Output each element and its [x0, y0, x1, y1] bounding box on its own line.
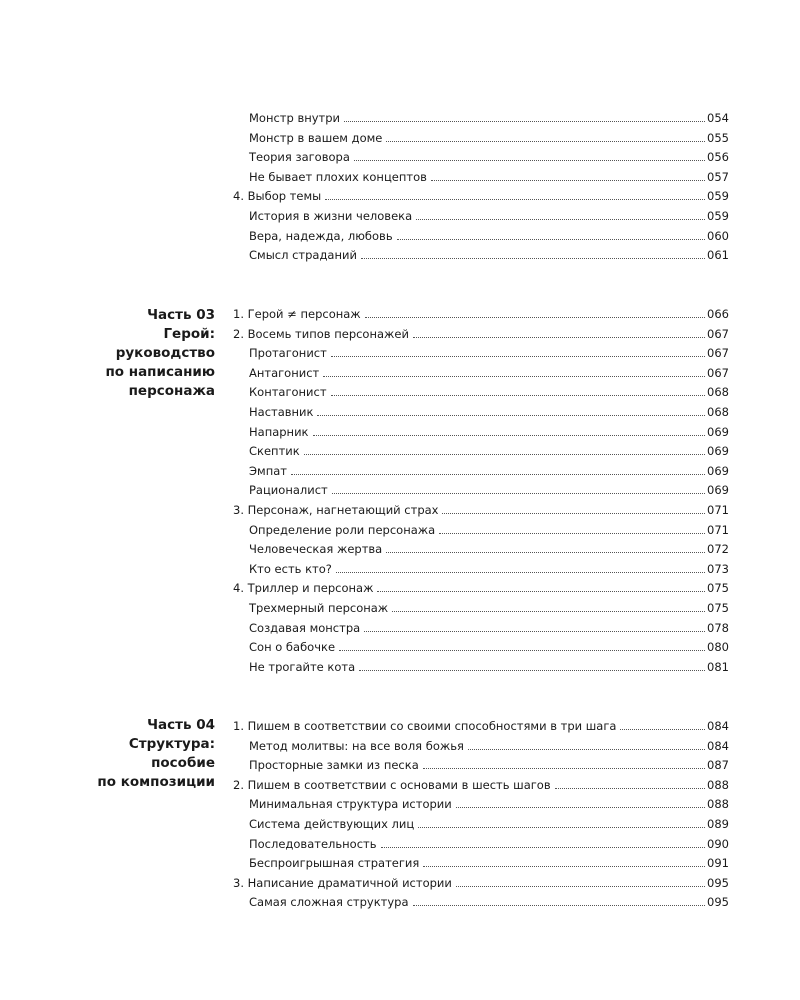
dot-leader	[413, 894, 706, 906]
toc-entry-title: 1. Герой ≠ персонаж	[233, 307, 361, 321]
toc-entry-title: Рационалист	[249, 483, 328, 498]
toc-entry-title: Смысл страданий	[249, 248, 357, 263]
dot-leader	[377, 580, 705, 592]
toc-entry-page: 095	[707, 895, 729, 910]
part-heading-line: персонажа	[128, 383, 215, 399]
toc-entry	[249, 149, 729, 166]
toc-entry	[249, 561, 729, 578]
toc-entry	[233, 502, 729, 519]
dot-leader	[423, 757, 705, 769]
toc-entry-title: Самая сложная структура	[249, 895, 409, 910]
dot-leader	[456, 796, 705, 808]
toc-entry	[249, 757, 729, 774]
toc-entry-title: 2. Восемь типов персонажей	[233, 326, 409, 341]
part-heading-line: по написанию	[105, 364, 215, 380]
dot-leader	[304, 443, 705, 455]
toc-entry	[249, 208, 729, 225]
dot-leader	[620, 718, 705, 730]
toc-entry-page: 069	[707, 463, 729, 478]
toc-entry-title: Наставник	[249, 405, 314, 419]
toc-entry-page: 071	[707, 522, 729, 537]
dot-leader	[336, 561, 705, 573]
toc-entry-title: 4. Выбор темы	[233, 189, 322, 204]
toc-entry	[249, 110, 729, 127]
toc-entry	[249, 738, 729, 755]
toc-entry-page: 073	[707, 561, 729, 576]
toc-entry	[249, 659, 729, 676]
dot-leader	[381, 836, 706, 848]
dot-leader	[386, 130, 705, 142]
toc-entry	[249, 228, 729, 245]
toc-entry-title: Минимальная структура истории	[249, 797, 452, 812]
toc-entry-page: 068	[707, 385, 729, 400]
toc-entry	[233, 326, 729, 343]
toc-entry-page: 056	[707, 150, 729, 165]
dot-leader	[468, 738, 705, 750]
toc-entry-page: 067	[707, 326, 729, 341]
toc-entry	[249, 404, 729, 421]
dot-leader	[456, 875, 705, 887]
toc-entry-title: Метод молитвы: на все воля божья	[249, 738, 464, 753]
part-heading-line: Герой:	[163, 326, 215, 342]
dot-leader	[431, 169, 705, 181]
toc-entry	[249, 522, 729, 539]
toc-entry-title: 2. Пишем в соответствии с основами в шесть шагов	[233, 777, 551, 792]
toc-entry-page: 059	[707, 189, 729, 204]
toc-entry-title: Эмпат	[249, 463, 287, 478]
part-03-heading	[105, 306, 215, 401]
toc-entry-page: 087	[707, 758, 729, 773]
dot-leader	[416, 208, 705, 220]
toc-entry-title: Протагонист	[249, 346, 327, 361]
toc-entry-page: 084	[707, 719, 729, 733]
toc-entry-page: 078	[707, 620, 729, 635]
toc-entry-title: Трехмерный персонаж	[249, 601, 389, 615]
toc-entry-title: Человеческая жертва	[249, 542, 383, 557]
dot-leader	[317, 404, 705, 416]
dot-leader	[364, 620, 705, 632]
dot-leader	[442, 502, 705, 514]
toc-entry	[249, 384, 729, 401]
toc-entry-page: 090	[707, 836, 729, 851]
toc-entry-title: Антагонист	[249, 365, 320, 380]
toc-entry-title: 3. Написание драматичной истории	[233, 875, 452, 890]
toc-entry	[249, 247, 729, 264]
toc-entry-title: Скептик	[249, 444, 300, 459]
toc-entry-title: 4. Триллер и персонаж	[233, 581, 374, 596]
toc-entry-page: 054	[707, 111, 729, 125]
dot-leader	[325, 188, 705, 200]
toc-entry-page: 095	[707, 875, 729, 890]
toc-entry-page: 061	[707, 248, 729, 263]
dot-leader	[397, 228, 705, 240]
toc-entry-page: 084	[707, 738, 729, 753]
toc-entry	[249, 463, 729, 480]
dot-leader	[386, 541, 705, 553]
dot-leader	[332, 482, 705, 494]
toc-entry-page: 069	[707, 424, 729, 439]
dot-leader	[413, 326, 705, 338]
toc-entry	[249, 345, 729, 362]
dot-leader	[418, 816, 705, 828]
toc-entry-title: Просторные замки из песка	[249, 758, 419, 773]
dot-leader	[313, 424, 706, 436]
toc-entry-page: 067	[707, 346, 729, 361]
toc-entry-title: Монстр в вашем доме	[249, 130, 383, 145]
dot-leader	[331, 345, 705, 357]
dot-leader	[365, 306, 705, 318]
toc-entry-title: Кто есть кто?	[249, 561, 332, 576]
toc-entry	[233, 777, 729, 794]
toc-entry	[233, 718, 729, 735]
toc-entry	[249, 424, 729, 441]
toc-entry-title: Не трогайте кота	[249, 659, 356, 674]
toc-entry-title: Не бывает плохих концептов	[249, 169, 427, 184]
toc-entry	[249, 130, 729, 147]
toc-entry	[249, 600, 729, 617]
toc-entry-title: Определение роли персонажа	[249, 522, 436, 537]
toc-entry-title: Вера, надежда, любовь	[249, 228, 393, 243]
toc-entry-page: 057	[707, 169, 729, 184]
dot-leader	[555, 777, 705, 789]
toc-entry-page: 067	[707, 365, 729, 380]
toc-entry	[233, 306, 729, 323]
toc-entry	[249, 639, 729, 656]
toc-entry	[233, 188, 729, 205]
toc-entry-page: 068	[707, 405, 729, 419]
toc-entry-title: Беспроигрышная стратегия	[249, 856, 420, 871]
dot-leader	[439, 522, 705, 534]
toc-entry-title: Сон о бабочке	[249, 640, 336, 655]
toc-entry	[249, 365, 729, 382]
toc-entry-page: 088	[707, 797, 729, 812]
toc-entry-page: 060	[707, 228, 729, 243]
toc-entry-title: 3. Персонаж, нагнетающий страх	[233, 503, 439, 517]
toc-entry-title: История в жизни человека	[249, 209, 413, 223]
part-heading-line: Часть 03	[147, 307, 215, 323]
toc-entry-page: 072	[707, 542, 729, 557]
toc-entry-page: 091	[707, 856, 729, 871]
toc-entry-title: Создавая монстра	[249, 620, 361, 635]
toc-entry	[249, 620, 729, 637]
toc-entry-page: 080	[707, 640, 729, 655]
dot-leader	[323, 365, 705, 377]
toc-entry	[249, 443, 729, 460]
dot-leader	[354, 149, 705, 161]
toc-entry	[249, 816, 729, 833]
dot-leader	[423, 855, 705, 867]
dot-leader	[339, 639, 705, 651]
toc-entry-title: Последовательность	[249, 836, 377, 851]
part-heading-line: руководство	[115, 345, 215, 361]
toc-entry-page: 069	[707, 483, 729, 498]
toc-entry-page: 088	[707, 777, 729, 792]
toc-entry-title: Монстр внутри	[249, 111, 341, 125]
part-heading-line: пособие	[151, 755, 215, 771]
toc-entry-page: 075	[707, 601, 729, 615]
dot-leader	[359, 659, 705, 671]
toc-entry-page: 089	[707, 817, 729, 831]
dot-leader	[361, 247, 705, 259]
toc-entry-title: Контагонист	[249, 385, 327, 400]
toc-entry	[233, 875, 729, 892]
dot-leader	[344, 110, 705, 122]
part-heading-line: Часть 04	[147, 717, 215, 733]
toc-entry	[249, 169, 729, 186]
toc-entry	[249, 796, 729, 813]
part-04-heading	[97, 716, 215, 792]
toc-entry	[249, 855, 729, 872]
toc-entry	[249, 541, 729, 558]
toc-entry-title: 1. Пишем в соответствии со своими способностями в три шага	[233, 719, 617, 733]
dot-leader	[331, 384, 705, 396]
dot-leader	[392, 600, 705, 612]
toc-entry	[233, 580, 729, 597]
toc-entry-page: 055	[707, 130, 729, 145]
toc-entry-title: Теория заговора	[249, 150, 350, 165]
toc-entry	[249, 836, 729, 853]
toc-entry-title: Система действующих лиц	[249, 817, 415, 831]
toc-entry	[249, 482, 729, 499]
toc-entry	[249, 894, 729, 911]
toc-entry-page: 081	[707, 659, 729, 674]
toc-entry-page: 059	[707, 209, 729, 223]
toc-entry-page: 069	[707, 444, 729, 459]
toc-entry-title: Напарник	[249, 424, 309, 439]
toc-entry-page: 066	[707, 307, 729, 321]
toc-entry-page: 075	[707, 581, 729, 596]
toc-entry-page: 071	[707, 503, 729, 517]
part-heading-line: Структура:	[128, 736, 215, 752]
dot-leader	[291, 463, 705, 475]
part-heading-line: по композиции	[97, 774, 215, 790]
